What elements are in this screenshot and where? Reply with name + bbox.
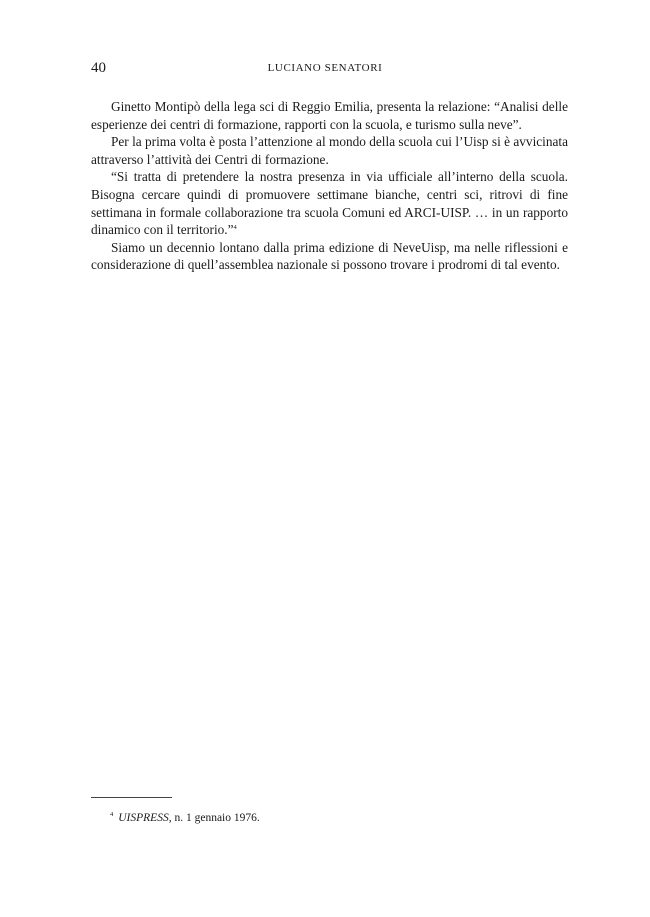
paragraph-1: Ginetto Montipò della lega sci di Reggio Emilia, presenta la relazione: “Analisi delle esperienze dei centri di formazione, rapporti con la scuola, e turismo sulla neve”. xyxy=(91,99,568,132)
footnote xyxy=(110,811,260,825)
footnote-rule xyxy=(91,797,172,798)
footnote-reference[interactable]: 4 xyxy=(233,224,237,232)
paragraph-3 xyxy=(91,168,568,238)
running-head: LUCIANO SENATORI xyxy=(267,62,383,74)
footnote-source-title: UISPRESS xyxy=(118,812,169,824)
paragraph-2: Per la prima volta è posta l’attenzione al mondo della scuola cui l’Uisp si è avvicinata attraverso l’attività dei Centri di formazione. xyxy=(91,134,568,167)
paragraph-3-text: “Si tratta di pretendere la nostra presenza in via ufficiale all’interno della scuola. Bisogna cercare quindi di promuovere settimane bianche, centri sci, ritrovi di fine settimana in formale collaborazione tra scuola Comuni ed ARCI-UISP. … in un rapporto dinamico con il territorio.” xyxy=(91,169,568,238)
page-number: 40 xyxy=(91,60,106,76)
body-text xyxy=(91,98,568,274)
footnote-text: , n. 1 gennaio 1976. xyxy=(168,812,260,824)
footnote-mark: 4 xyxy=(110,811,114,818)
paragraph-4: Siamo un decennio lontano dalla prima edizione di NeveUisp, ma nelle riflessioni e considerazione di quell’assemblea nazionale si possono trovare i prodromi di tal evento. xyxy=(91,239,568,273)
